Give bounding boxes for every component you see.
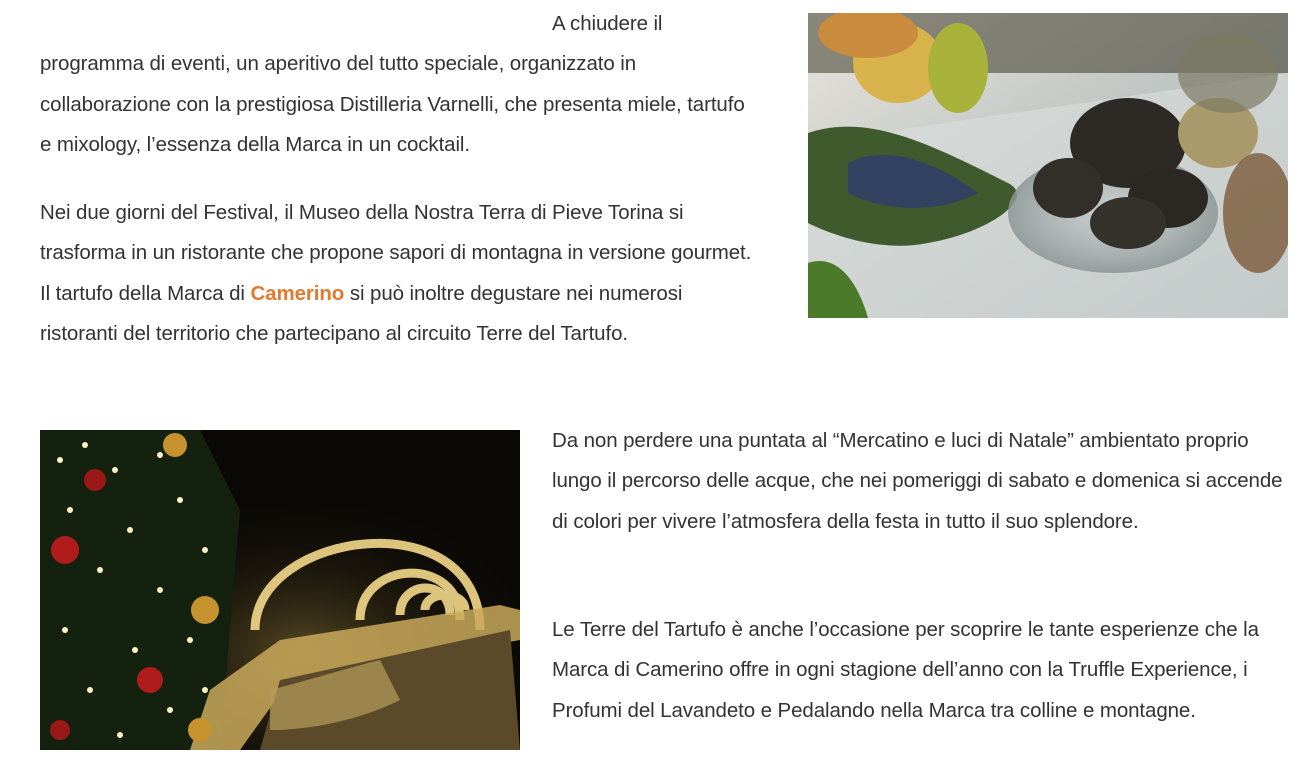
truffle-bowl-image xyxy=(808,13,1288,318)
paragraph-mercatino: Da non perdere una puntata al “Mercatino e luci di Natale” ambientato proprio lungo il percorso delle acque, che nei pomeriggi di sabato e domenica si accende di colori per vivere l’atmosfera della festa in tutto il suo splendore. xyxy=(552,429,1283,533)
christmas-lights-image xyxy=(40,430,520,750)
paragraph-festival-text-end: si può inoltre degustare nei numerosi ristoranti del territorio che partecipano al circuito Terre del Tartufo. xyxy=(40,281,683,345)
camerino-link[interactable]: Camerino xyxy=(250,281,345,305)
paragraph-esperienze: Le Terre del Tartufo è anche l’occasione per scoprire le tante esperienze che la Marca di Camerino offre in ogni stagione dell’anno con la Truffle Experience, i Profumi del Lavandeto e Pedalando nella Marca tra colline e montagne. xyxy=(552,618,1259,722)
paragraph-festival-text-start: Nei due giorni del Festival, il Museo della Nostra Terra di Pieve Torina si trasforma in un ristorante che propone sapori di montagna in versione gourmet. Il tartufo della Marca di xyxy=(40,201,752,305)
truffle-bowl-photo xyxy=(808,13,1288,318)
paragraph-festival xyxy=(40,193,760,354)
paragraph-aperitivo-rest: programma di eventi, un aperitivo del tutto speciale, organizzato in collaborazione con la prestigiosa Distilleria Varnelli, che presenta miele, tartufo e mixology, l’essenza della Marca in un cocktail. xyxy=(40,52,745,156)
paragraph-aperitivo xyxy=(40,4,760,165)
paragraph-aperitivo-lead: A chiudere il xyxy=(552,12,663,35)
christmas-lights-photo xyxy=(40,430,520,750)
